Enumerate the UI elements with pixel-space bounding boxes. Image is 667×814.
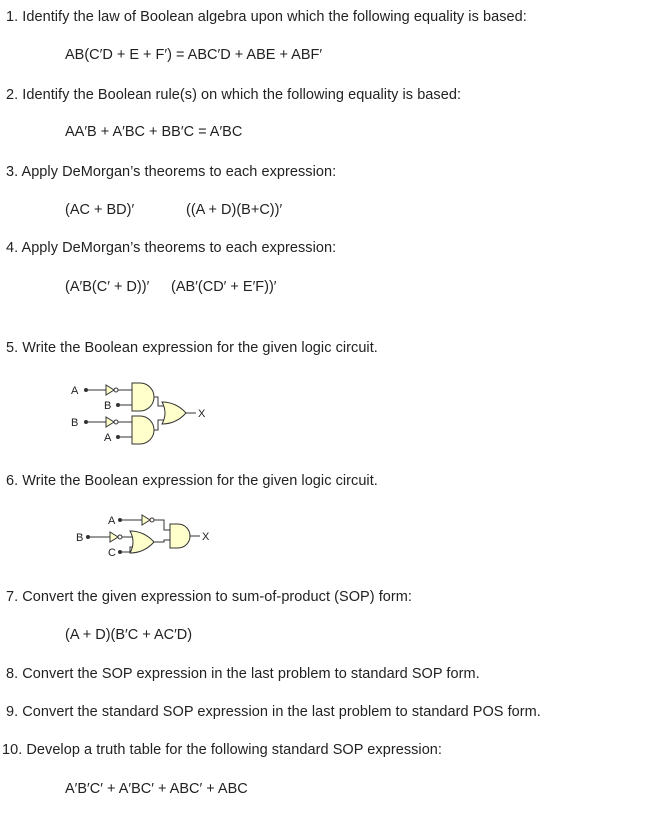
question-2-expression — [65, 124, 242, 140]
input-label-b: B — [76, 532, 84, 544]
question-9: 9. Convert the standard SOP expression in the last problem to standard POS form. — [6, 704, 541, 720]
inverter-bubble — [114, 388, 118, 392]
input-label-c: C — [108, 547, 116, 559]
not-gate — [110, 532, 118, 542]
not-gate — [142, 515, 150, 525]
and-gate-2 — [132, 416, 154, 444]
question-1: 1. Identify the law of Boolean algebra upon which the following equality is based: — [6, 9, 527, 25]
expression: A′B′C′ + A′BC′ + ABC′ + ABC — [65, 781, 248, 797]
logic-circuit-5 — [60, 378, 220, 450]
input-label-b: B — [71, 417, 79, 429]
input-label-b: B — [104, 400, 112, 412]
expression: AB(C′D + E + F′) = ABC′D + ABE + ABF′ — [65, 47, 323, 63]
and-gate-1 — [132, 383, 154, 411]
question-8: 8. Convert the SOP expression in the last problem to standard SOP form. — [6, 666, 480, 682]
question-3: 3. Apply DeMorgan’s theorems to each expression: — [6, 164, 337, 180]
expression-a: (AC + BD)′ — [65, 202, 135, 218]
question-10-expression — [65, 781, 248, 797]
question-4-expressions — [65, 279, 277, 295]
expression: (A + D)(B′C + AC′D) — [65, 627, 193, 643]
question-3-expressions — [65, 202, 282, 218]
or-gate — [162, 402, 186, 424]
logic-circuit-6 — [72, 512, 232, 560]
or-gate — [130, 531, 154, 553]
inverter-bubble — [150, 518, 154, 522]
output-label-x: X — [202, 531, 210, 543]
expression-b: ((A + D)(B+C))′ — [186, 202, 283, 218]
and-gate — [170, 524, 190, 548]
question-7: 7. Convert the given expression to sum-of-product (SOP) form: — [6, 589, 412, 605]
question-6: 6. Write the Boolean expression for the given logic circuit. — [6, 473, 378, 489]
expression-b: (AB′(CD′ + E′F))′ — [171, 279, 277, 295]
output-label-x: X — [198, 408, 206, 420]
question-1-expression — [65, 47, 322, 63]
input-label-a: A — [104, 432, 112, 444]
question-5: 5. Write the Boolean expression for the given logic circuit. — [6, 340, 378, 356]
inverter-bubble — [114, 420, 118, 424]
question-2: 2. Identify the Boolean rule(s) on which the following equality is based: — [6, 87, 462, 103]
not-gate — [106, 385, 114, 395]
question-10: 10. Develop a truth table for the following standard SOP expression: — [2, 742, 442, 758]
input-label-a: A — [108, 515, 116, 527]
inverter-bubble — [118, 535, 122, 539]
not-gate — [106, 417, 114, 427]
input-label-a: A — [71, 385, 79, 397]
expression: AA′B + A′BC + BB′C = A′BC — [65, 124, 243, 140]
expression-a: (A′B(C′ + D))′ — [65, 279, 150, 295]
question-4: 4. Apply DeMorgan’s theorems to each expression: — [6, 240, 337, 256]
question-7-expression — [65, 627, 192, 643]
